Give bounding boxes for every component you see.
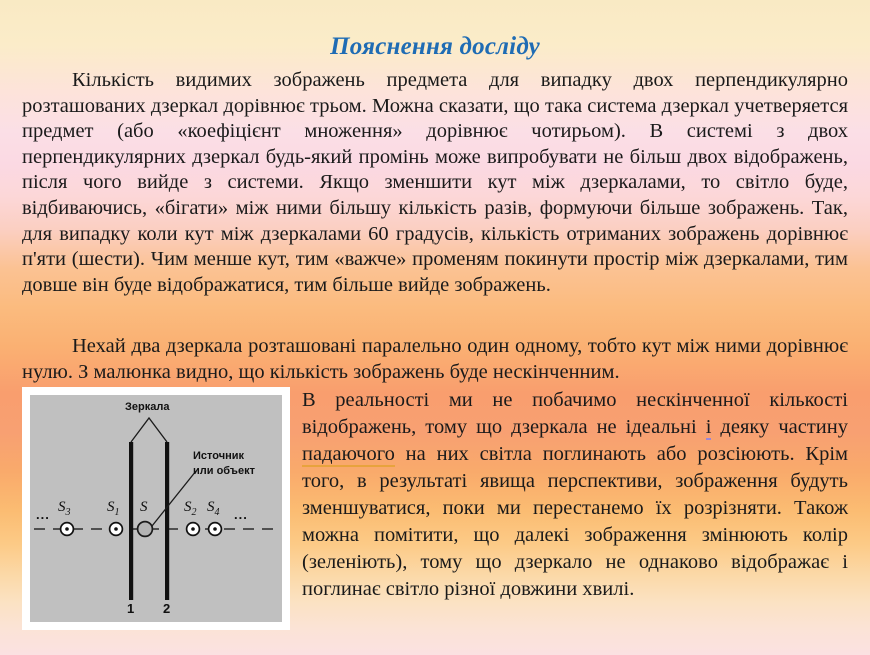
figure-label-s4-base: S — [207, 499, 215, 515]
body-right-paragraph — [302, 387, 848, 603]
right-text-part-3: на них світла поглинають або розсіюють. Крім того, в результаті явища перспективи, зображення будуть зменшуватися, поки ми перестанемо їх розрізняти. Також можна помітити, що далекі зображення змінюють колір (зеленіють), тому що дзеркало не однаково відображає і поглинає світло різної довжини хвилі. — [302, 443, 848, 600]
spellcheck-word-violet: і — [705, 416, 712, 438]
figure-label-s1 — [107, 499, 120, 518]
spellcheck-word-orange: падаючого — [302, 443, 395, 465]
body-paragraph-2: Нехай два дзеркала розташовані паралельно один одному, тобто кут між ними дорівнює нулю. З малюнка видно, що кількість зображень буде нескінченним. — [22, 335, 848, 383]
image-point-s1-dot — [114, 527, 118, 531]
object-point-s — [138, 522, 153, 537]
body-paragraph-1-container — [22, 68, 848, 298]
figure-label-s2-base: S — [184, 499, 192, 515]
figure-label-s2 — [184, 499, 197, 518]
figure-label-s4-sub: 4 — [214, 507, 220, 518]
figure-label-source-line2: или объект — [193, 465, 255, 477]
right-text-part-2: деяку частину — [711, 416, 848, 438]
right-text-part-1: В реальності ми не побачимо нескінченної кількості відображень, тому що дзеркала не ідеальні — [302, 389, 848, 438]
figure-frame — [22, 387, 290, 630]
mirror-1-bar — [129, 442, 133, 600]
image-point-s2-dot — [191, 527, 195, 531]
figure-label-s2-sub: 2 — [191, 507, 197, 518]
page-title: Пояснення досліду — [330, 33, 540, 60]
image-point-s4-dot — [213, 527, 217, 531]
mirror-2-bar — [165, 442, 169, 600]
figure-label-source-line1: Источник — [193, 450, 245, 462]
figure-label-s4 — [207, 499, 220, 518]
figure-label-dots-left: ... — [36, 507, 50, 522]
body-paragraph-1: Кількість видимих зображень предмета для випадку двох перпендикулярно розташованих дзеркал дорівнює трьом. Можна сказати, що така система дзеркал учетверяется предмет (або «коефіцієнт множення» дорівнює чотирьом). В системі з двох перпендикулярних дзеркал будь-який промінь може випробувати не більш двох відображень, після чого вийде з системи. Якщо зменшити кут між дзеркалами, то світло буде, відбиваючись, «бігати» між ними більшу кількість разів, формуючи більше зображень. Так, для випадку коли кут між дзеркалами 60 градусів, кількість отриманих зображень дорівнює п'яти (шести). Чим менше кут, тим «важче» променям покинути простір між дзеркалами, тим довше він буде відображатися, тим більше вийде зображень. — [22, 69, 848, 296]
figure-label-s: S — [140, 499, 148, 515]
figure-label-s3 — [58, 499, 71, 518]
figure-label-s1-sub: 1 — [114, 507, 120, 518]
figure-label-s3-sub: 3 — [65, 507, 71, 518]
figure-label-s1-base: S — [107, 499, 115, 515]
figure-diagram — [30, 395, 282, 622]
figure-label-mirror-2: 2 — [163, 601, 171, 616]
figure-label-mirror-1: 1 — [127, 601, 135, 616]
figure-label-s3-base: S — [58, 499, 66, 515]
figure-label-mirrors: Зеркала — [125, 401, 170, 413]
mirrors-leader-line — [131, 418, 167, 442]
image-point-s3-dot — [65, 527, 69, 531]
body-paragraph-2-container — [22, 334, 848, 385]
body-right-column — [302, 387, 848, 603]
figure-label-dots-right: ... — [234, 507, 248, 522]
